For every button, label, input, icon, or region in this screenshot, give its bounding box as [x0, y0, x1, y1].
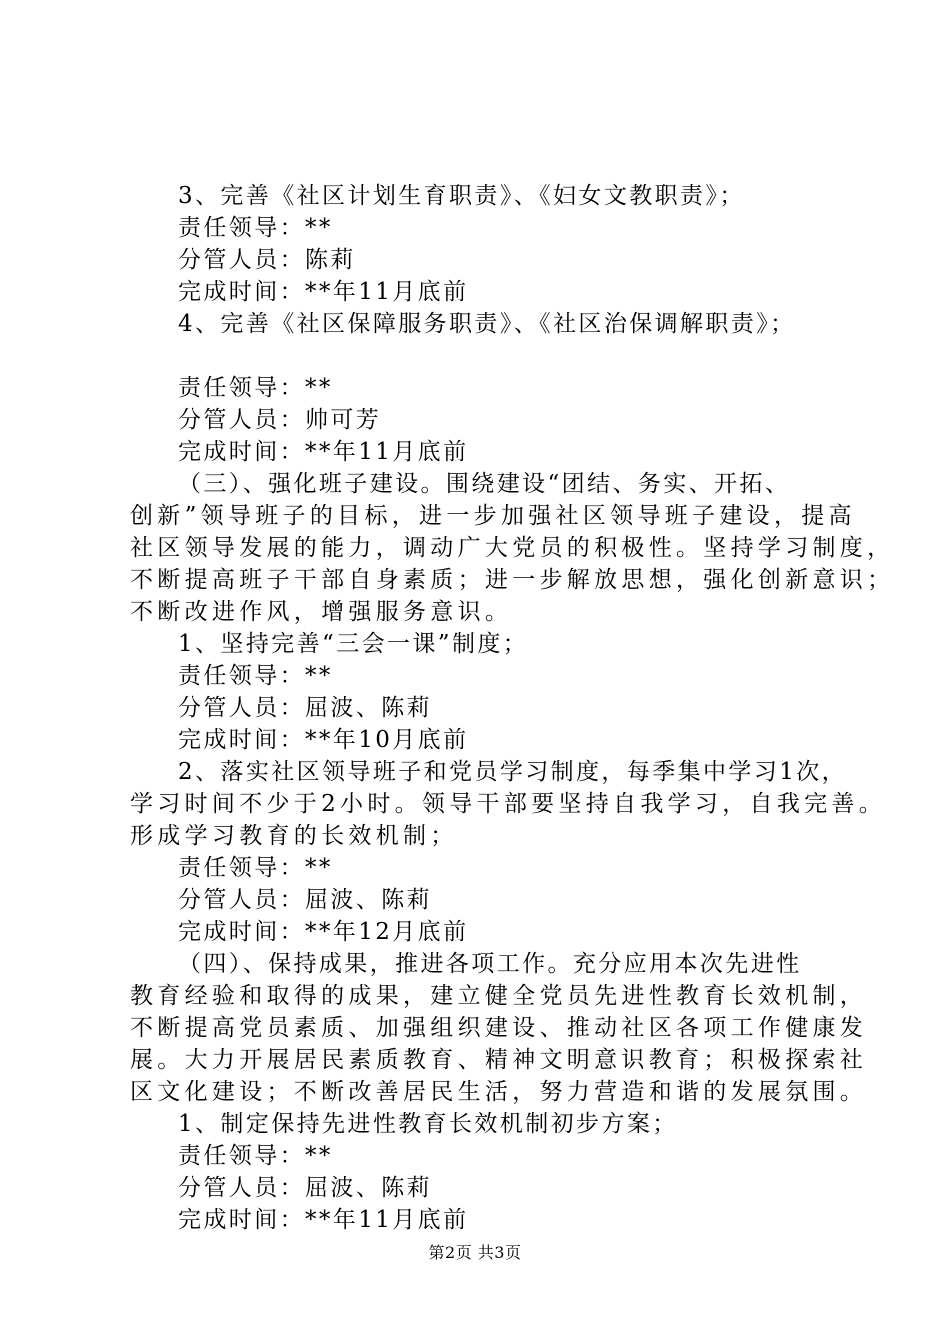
deadline: 完成时间：**年11月底前: [178, 439, 469, 465]
item-3-title: 3、完善《社区计划生育职责》、《妇女文教职责》；: [178, 183, 745, 209]
staff-in-charge: 分管人员：陈莉: [178, 247, 356, 273]
paragraph-line: 学习时间不少于2小时。领导干部要坚持自我学习，自我完善。: [130, 791, 887, 817]
staff-in-charge: 分管人员：屈波、陈莉: [178, 887, 432, 913]
staff-in-charge: 分管人员：屈波、陈莉: [178, 1175, 432, 1201]
item-4-title: 4、完善《社区保障服务职责》、《社区治保调解职责》；: [178, 311, 796, 337]
staff-in-charge: 分管人员：帅可芳: [178, 407, 382, 433]
deadline: 完成时间：**年11月底前: [178, 1207, 469, 1233]
paragraph-line: 社区领导发展的能力，调动广大党员的积极性。坚持学习制度，: [130, 535, 895, 561]
paragraph-line: 教育经验和取得的成果，建立健全党员先进性教育长效机制，: [130, 983, 868, 1009]
responsible-leader: 责任领导：**: [178, 855, 333, 881]
paragraph-line: 区文化建设；不断改善居民生活，努力营造和谐的发展氛围。: [130, 1079, 868, 1105]
responsible-leader: 责任领导：**: [178, 663, 333, 689]
responsible-leader: 责任领导：**: [178, 1143, 333, 1169]
section-3-heading: （三）、强化班子建设。围绕建设“团结、务实、开拓、: [178, 471, 791, 497]
item-2-title: 2、落实社区领导班子和党员学习制度，每季集中学习1次，: [178, 759, 848, 785]
paragraph-line: 展。大力开展居民素质教育、精神文明意识教育；积极探索社: [130, 1047, 868, 1073]
paragraph-line: 不断改进作风，增强服务意识。: [130, 599, 513, 625]
paragraph-line: 形成学习教育的长效机制；: [130, 823, 458, 849]
deadline: 完成时间：**年10月底前: [178, 727, 469, 753]
item-1-title: 1、坚持完善“三会一课”制度；: [178, 631, 529, 657]
deadline: 完成时间：**年11月底前: [178, 279, 469, 305]
paragraph-line: 创新”领导班子的目标，进一步加强社区领导班子建设，提高: [130, 503, 856, 529]
page-footer: 第2页 共3页: [428, 1243, 522, 1262]
section-4-heading: （四）、保持成果，推进各项工作。充分应用本次先进性: [178, 951, 802, 977]
paragraph-line: 不断提高班子干部自身素质；进一步解放思想，强化创新意识；: [130, 567, 895, 593]
responsible-leader: 责任领导：**: [178, 215, 333, 241]
deadline: 完成时间：**年12月底前: [178, 919, 469, 945]
responsible-leader: 责任领导：**: [178, 375, 333, 401]
paragraph-line: 不断提高党员素质、加强组织建设、推动社区各项工作健康发: [130, 1015, 868, 1041]
staff-in-charge: 分管人员：屈波、陈莉: [178, 695, 432, 721]
item-1-title: 1、制定保持先进性教育长效机制初步方案；: [178, 1111, 678, 1137]
